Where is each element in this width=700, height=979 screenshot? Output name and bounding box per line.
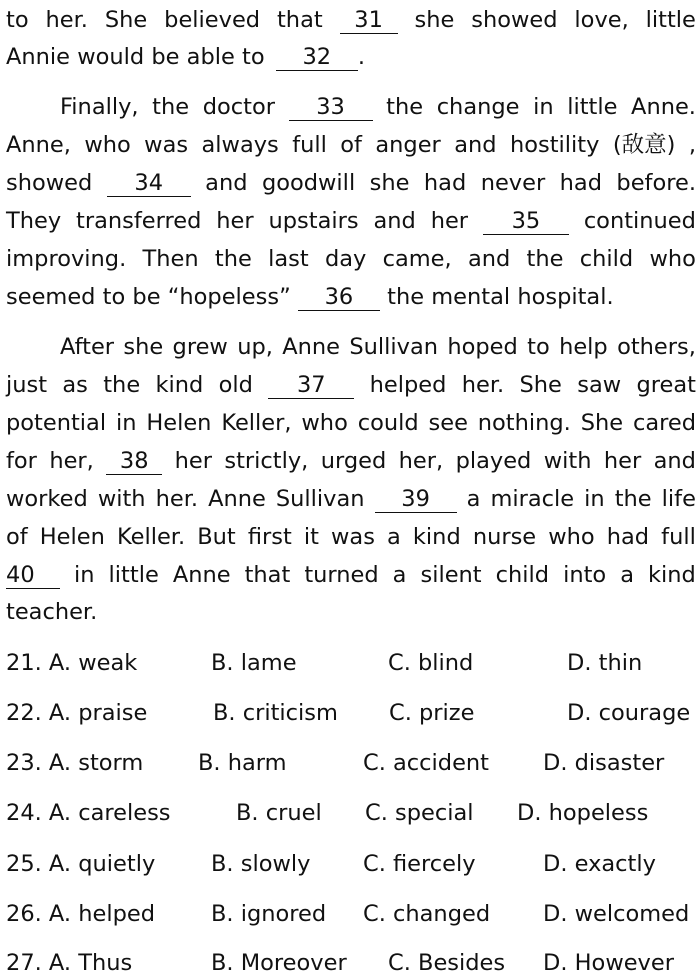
passage-line (6, 598, 696, 626)
word: nothing. (477, 410, 571, 436)
word: her. (155, 486, 199, 512)
passage-line (6, 131, 696, 159)
word: But (197, 524, 236, 550)
word: be (151, 44, 180, 70)
option-a: 27. A. Thus (6, 950, 133, 976)
passage-line (6, 207, 696, 235)
word: the (387, 284, 425, 310)
word: her (174, 448, 212, 474)
word: of (340, 132, 362, 158)
word: able (186, 44, 235, 70)
blank-40: 40 (6, 562, 60, 589)
word: transferred (76, 208, 202, 234)
word: Annie (6, 44, 71, 70)
passage-line (6, 447, 696, 475)
word: always (201, 132, 279, 158)
word: her, (398, 448, 444, 474)
option-c: C. prize (389, 700, 475, 726)
word: her (603, 448, 642, 474)
word: urged (320, 448, 387, 474)
word: After (60, 334, 115, 360)
word: Anne (172, 562, 231, 588)
word: her, (49, 448, 94, 474)
word: goodwill (261, 170, 356, 196)
word: Helen (146, 410, 212, 436)
word: to (527, 334, 550, 360)
word: potential (6, 410, 107, 436)
word: seemed (6, 284, 96, 310)
word: just (6, 372, 48, 398)
word: that (276, 7, 323, 33)
word: the (152, 94, 190, 120)
word: kind (412, 524, 461, 550)
option-a: 22. A. praise (6, 700, 148, 726)
word: up, (237, 334, 273, 360)
word: and (373, 208, 416, 234)
passage-line (6, 169, 696, 197)
option-a: 21. A. weak (6, 650, 138, 676)
word: as (62, 372, 88, 398)
word: the (614, 486, 652, 512)
option-a: 26. A. helped (6, 901, 155, 927)
blank-37: 37 (268, 372, 354, 399)
word: a (620, 562, 634, 588)
word: in (533, 94, 554, 120)
word: kind (155, 372, 204, 398)
blank-33: 33 (289, 94, 373, 121)
option-a: 23. A. storm (6, 750, 144, 776)
word: had (423, 170, 467, 196)
word: strictly, (224, 448, 309, 474)
word: she (123, 334, 164, 360)
option-c: C. Besides (388, 950, 506, 976)
word: with (543, 448, 592, 474)
word: of (6, 524, 28, 550)
passage-line (6, 409, 696, 437)
option-c: C. special (365, 800, 474, 826)
passage-line (6, 485, 696, 513)
word: “hopeless” (167, 284, 291, 310)
word: before. (616, 170, 696, 196)
blank-32: 32 (276, 44, 358, 71)
word: Then (142, 246, 199, 272)
option-c: C. changed (363, 901, 491, 927)
word: nurse (472, 524, 537, 550)
passage-line (6, 371, 696, 399)
word: was (144, 132, 189, 158)
word: little (645, 7, 696, 33)
word: last (268, 246, 309, 272)
word: that (244, 562, 291, 588)
word: They (6, 208, 62, 234)
word: help (559, 334, 608, 360)
word: teacher. (6, 599, 98, 625)
passage-line (6, 245, 696, 273)
word: continued (583, 208, 696, 234)
word: see (428, 410, 468, 436)
word: kind (648, 562, 696, 588)
word: improving. (6, 246, 127, 272)
word: Keller, (221, 410, 292, 436)
word: Finally, (60, 94, 139, 120)
blank-36: 36 (298, 284, 380, 311)
word: old (218, 372, 253, 398)
word: her (216, 208, 254, 234)
blank-group (272, 43, 365, 71)
word: full (661, 524, 696, 550)
word: the (526, 246, 564, 272)
word: cared (632, 410, 696, 436)
passage-line (6, 283, 696, 311)
option-b: B. ignored (211, 901, 327, 927)
word: it (303, 524, 319, 550)
word: and (454, 132, 497, 158)
word: Sullivan (275, 486, 365, 512)
word: Anne (282, 334, 340, 360)
word: in (584, 486, 605, 512)
passage-line (6, 43, 696, 71)
word: played (455, 448, 532, 474)
option-c: C. accident (363, 750, 490, 776)
word: first (247, 524, 292, 550)
option-b: B. cruel (236, 800, 322, 826)
word: the (103, 372, 141, 398)
word: and (653, 448, 696, 474)
word: mental (431, 284, 511, 310)
word: turned (304, 562, 379, 588)
word: Anne (208, 486, 266, 512)
word: She (519, 372, 562, 398)
word: had (606, 524, 650, 550)
option-b: B. criticism (213, 700, 338, 726)
word: who (548, 524, 595, 550)
word: Anne, (6, 132, 71, 158)
option-a: 25. A. quietly (6, 851, 156, 877)
option-d: D. welcomed (543, 901, 690, 927)
word: showed (471, 7, 558, 33)
word: hostility (509, 132, 600, 158)
word: came, (382, 246, 452, 272)
word: her. (45, 7, 88, 33)
word: , (688, 132, 696, 158)
passage-line (60, 93, 696, 121)
option-b: B. harm (198, 750, 287, 776)
word: with (97, 486, 146, 512)
option-d: D. hopeless (517, 800, 649, 826)
word: upstairs (268, 208, 359, 234)
word: who (301, 410, 348, 436)
passage-line (6, 6, 696, 34)
option-b: B. Moreover (211, 950, 347, 976)
word: anger (375, 132, 441, 158)
word: showed (6, 170, 93, 196)
word: be (132, 284, 161, 310)
word: in (115, 410, 137, 436)
word: saw (577, 372, 622, 398)
word: a (466, 486, 481, 512)
word: life (661, 486, 696, 512)
word: hospital. (517, 284, 614, 310)
word: hoped (447, 334, 518, 360)
option-d: D. courage (567, 700, 691, 726)
word: little (567, 94, 618, 120)
word: great (636, 372, 696, 398)
word: Keller. (116, 524, 186, 550)
word: She (580, 410, 624, 436)
option-d: D. disaster (543, 750, 665, 776)
passage-line (6, 523, 696, 551)
option-b: B. slowly (211, 851, 311, 877)
option-b: B. lame (211, 650, 297, 676)
option-d: D. However (543, 950, 674, 976)
option-c: C. fiercely (363, 851, 476, 877)
word: change (436, 94, 520, 120)
word: believed (164, 7, 261, 33)
word: never (480, 170, 546, 196)
word: Helen (39, 524, 105, 550)
word: who (649, 246, 696, 272)
word: her (430, 208, 469, 234)
word: miracle (490, 486, 575, 512)
word: she (414, 7, 455, 33)
word: in (74, 562, 95, 588)
word: Sullivan (349, 334, 439, 360)
word: silent (420, 562, 482, 588)
word: helped (369, 372, 447, 398)
word: and (467, 246, 511, 272)
word: day (324, 246, 367, 272)
word: full (292, 132, 327, 158)
option-c: C. blind (388, 650, 474, 676)
option-a: 24. A. careless (6, 800, 171, 826)
option-d: D. thin (567, 650, 643, 676)
word: was (331, 524, 375, 550)
word: and (205, 170, 248, 196)
word: little (108, 562, 159, 588)
word: to (242, 44, 265, 70)
word: the (214, 246, 252, 272)
word: grew (172, 334, 228, 360)
word: doctor (202, 94, 275, 120)
blank-35: 35 (483, 208, 569, 235)
word: child (579, 246, 634, 272)
word: to (6, 7, 29, 33)
word: she (369, 170, 410, 196)
word: the (386, 94, 424, 120)
word: love, (574, 7, 629, 33)
blank-31: 31 (340, 7, 398, 34)
word: . (357, 44, 365, 70)
passage-line (60, 333, 696, 361)
word: a (387, 524, 401, 550)
blank-39: 39 (375, 486, 457, 513)
word: a (392, 562, 407, 588)
word: had (559, 170, 602, 196)
blank-38: 38 (106, 448, 162, 475)
word: would (77, 44, 145, 70)
word: child (495, 562, 550, 588)
word: others, (617, 334, 696, 360)
option-d: D. exactly (543, 851, 656, 877)
passage-line (6, 561, 696, 589)
word: for (6, 448, 37, 474)
word: who (84, 132, 131, 158)
word: to (102, 284, 126, 310)
word: into (563, 562, 607, 588)
word: her. (461, 372, 505, 398)
word: She (104, 7, 148, 33)
word: Anne. (631, 94, 696, 120)
blank-34: 34 (107, 170, 191, 197)
word: worked (6, 486, 88, 512)
word: (敌意) (612, 132, 676, 158)
word: could (357, 410, 419, 436)
